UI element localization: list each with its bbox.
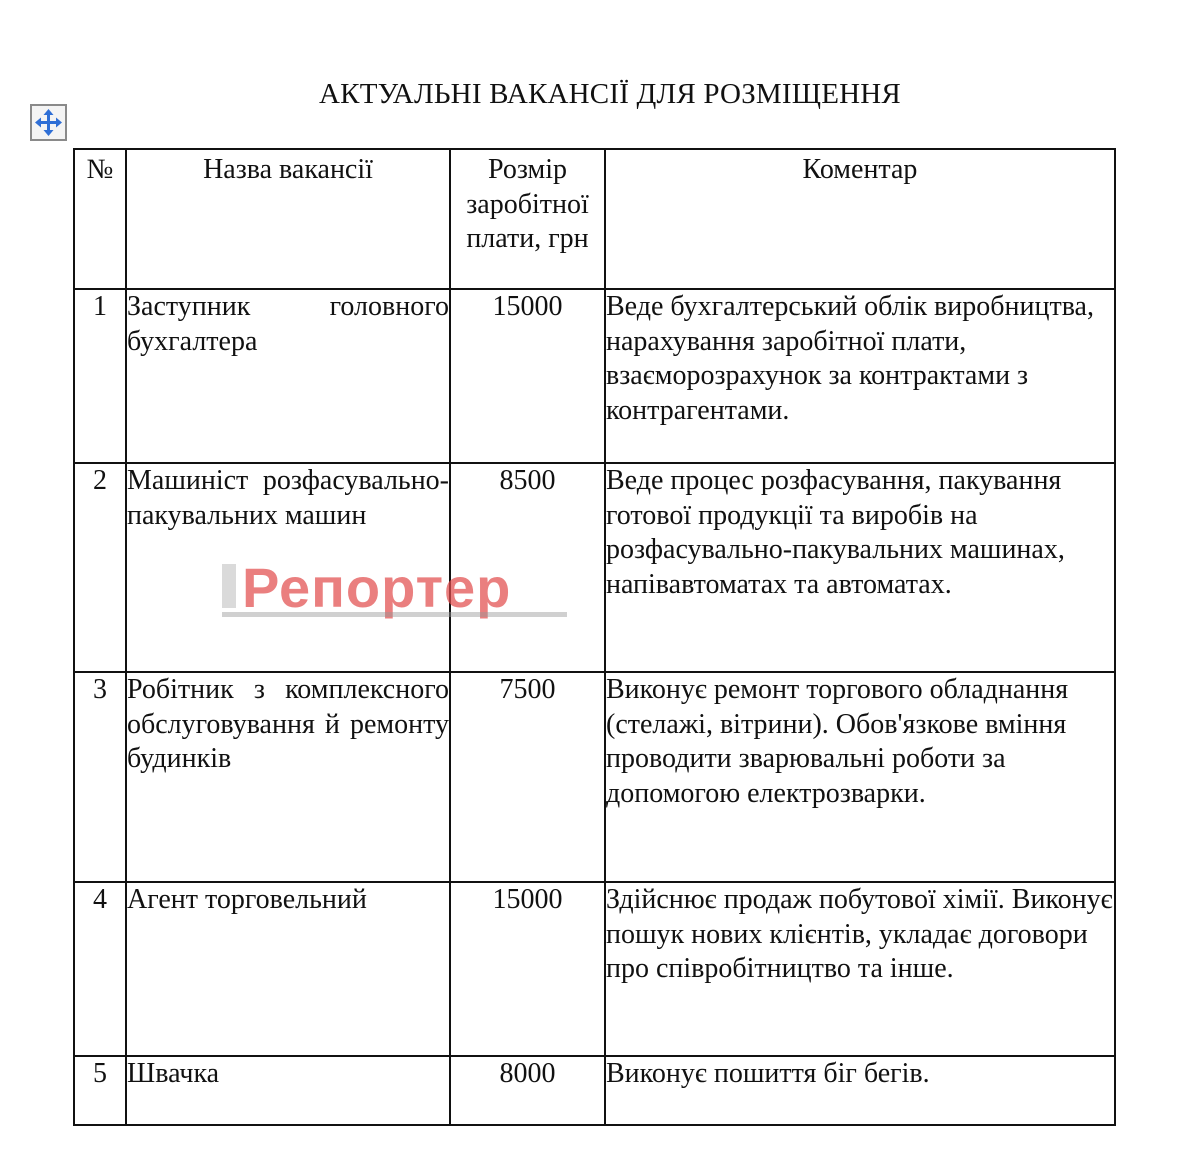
vacancies-table bbox=[73, 148, 1116, 1126]
header-salary: Розмір заробітної плати, грн bbox=[450, 149, 605, 289]
vacancy-comment: Виконує ремонт торгового обладнання (стелажі, вітрини). Обов'язкове вміння проводити зварювальні роботи за допомогою електрозварки. bbox=[605, 672, 1115, 882]
vacancy-comment: Веде бухгалтерський облік виробництва, нарахування заробітної плати, взаєморозрахунок за контрактами з контрагентами. bbox=[605, 289, 1115, 463]
header-name: Назва вакансії bbox=[126, 149, 450, 289]
vacancy-comment: Виконує пошиття біг бегів. bbox=[605, 1056, 1115, 1125]
vacancy-salary: 7500 bbox=[450, 672, 605, 882]
vacancy-salary: 15000 bbox=[450, 289, 605, 463]
table-row bbox=[74, 289, 1115, 463]
row-num: 5 bbox=[74, 1056, 126, 1125]
row-num: 4 bbox=[74, 882, 126, 1056]
table-row bbox=[74, 463, 1115, 672]
row-num: 2 bbox=[74, 463, 126, 672]
row-num: 1 bbox=[74, 289, 126, 463]
vacancy-name: Машиніст розфасувально-пакувальних машин bbox=[126, 463, 450, 672]
vacancy-comment: Здійснює продаж побутової хімії. Виконує пошук нових клієнтів, укладає договори про співробітництво та інше. bbox=[605, 882, 1115, 1056]
watermark-text: Репортер bbox=[242, 556, 512, 619]
table-row bbox=[74, 672, 1115, 882]
vacancy-salary: 8500 bbox=[450, 463, 605, 672]
vacancy-name: Робітник з комплексного обслуговування й ремонту будинків bbox=[126, 672, 450, 882]
vacancy-salary: 15000 bbox=[450, 882, 605, 1056]
table-header-row bbox=[74, 149, 1115, 289]
table-move-handle[interactable] bbox=[30, 104, 67, 141]
vacancy-comment: Веде процес розфасування, пакування готової продукції та виробів на розфасувально-пакувальних машинах, напівавтоматах та автоматах. bbox=[605, 463, 1115, 672]
table-row bbox=[74, 1056, 1115, 1125]
move-arrows-icon bbox=[35, 109, 62, 136]
header-comment: Коментар bbox=[605, 149, 1115, 289]
vacancy-name: Агент торговельний bbox=[126, 882, 450, 1056]
vacancy-name: Швачка bbox=[126, 1056, 450, 1125]
table-row bbox=[74, 882, 1115, 1056]
vacancy-salary: 8000 bbox=[450, 1056, 605, 1125]
header-num: № bbox=[74, 149, 126, 289]
vacancy-name: Заступник головного бухгалтера bbox=[126, 289, 450, 463]
row-num: 3 bbox=[74, 672, 126, 882]
document-title: АКТУАЛЬНІ ВАКАНСІЇ ДЛЯ РОЗМІЩЕННЯ bbox=[319, 78, 901, 110]
